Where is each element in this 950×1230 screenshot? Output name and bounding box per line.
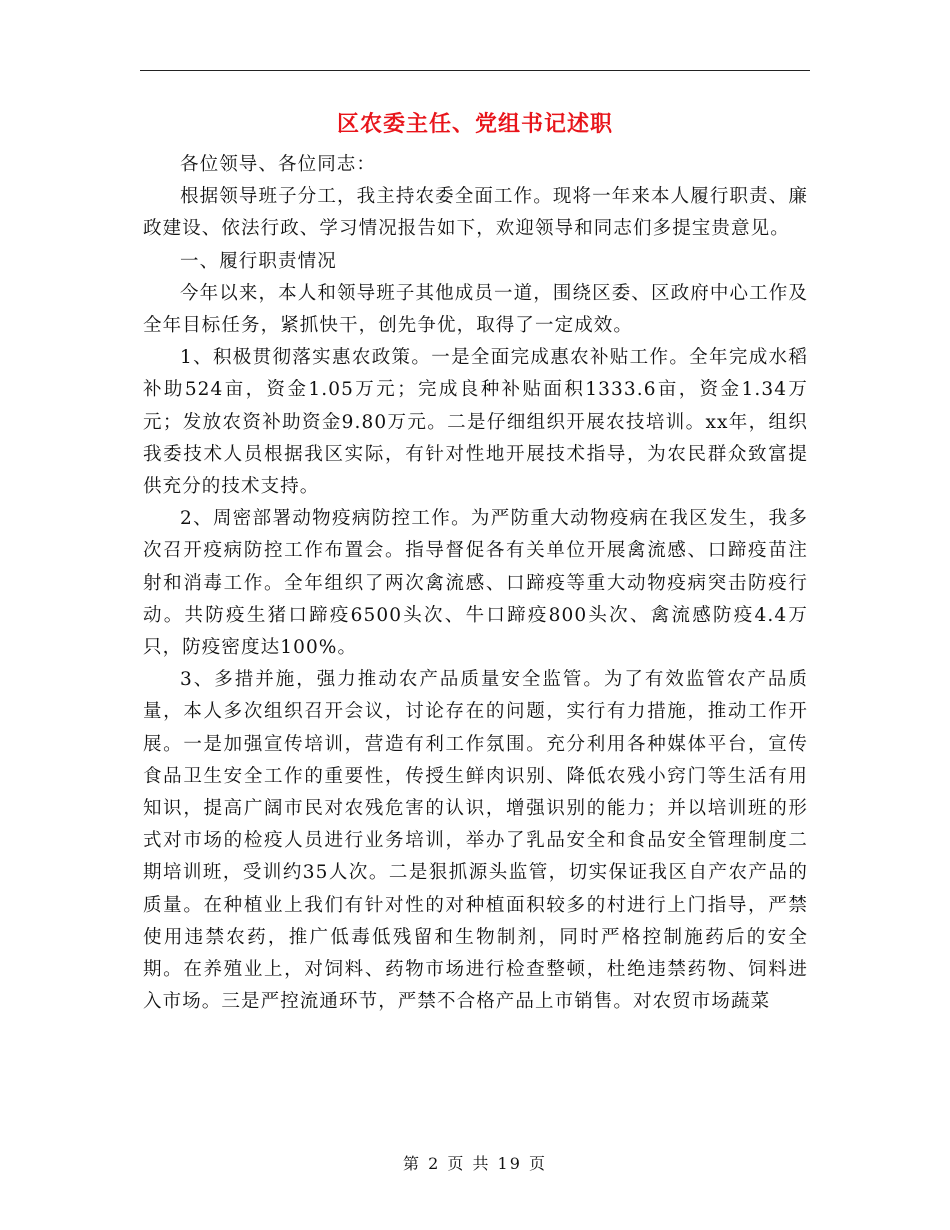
- paragraph-salutation: 各位领导、各位同志：: [180, 154, 377, 175]
- document-body: [143, 149, 808, 1018]
- document-title: 区农委主任、党组书记述职: [336, 111, 613, 137]
- section-heading: 一、履行职责情况: [180, 250, 337, 272]
- paragraph-overview: 今年以来，本人和领导班子其他成员一道，围绕区委、区政府中心工作及全年目标任务，紧抓快干，创先争优，取得了一定成效。: [143, 282, 808, 337]
- paragraph-item-2: 2、周密部署动物疫病防控工作。为严防重大动物疫病在我区发生，我多次召开疫病防控工作布置会。指导督促各有关单位开展禽流感、口蹄疫苗注射和消毒工作。全年组织了两次禽流感、口蹄疫等重大动物疫病突击防疫行动。共防疫生猪口蹄疫6500头次、牛口蹄疫800头次、禽流感防疫4.4万只，防疫密度达100%。: [143, 508, 808, 659]
- page-number: 第 2 页 共 19 页: [403, 1154, 547, 1173]
- header-rule: [140, 70, 810, 71]
- paragraph-intro: 根据领导班子分工，我主持农委全面工作。现将一年来本人履行职责、廉政建设、依法行政、学习情况报告如下，欢迎领导和同志们多提宝贵意见。: [143, 186, 808, 240]
- paragraph-item-1: 1、积极贯彻落实惠农政策。一是全面完成惠农补贴工作。全年完成水稻补助524亩，资金1.05万元；完成良种补贴面积1333.6亩，资金1.34万元；发放农资补助资金9.80万元。二是仔细组织开展农技培训。xx年，组织我委技术人员根据我区实际，有针对性地开展技术指导，为农民群众致富提供充分的技术支持。: [143, 347, 808, 498]
- paragraph-item-3: 3、多措并施，强力推动农产品质量安全监管。为了有效监管农产品质量，本人多次组织召开会议，讨论存在的问题，实行有力措施，推动工作开展。一是加强宣传培训，营造有利工作氛围。充分利用各种媒体平台，宣传食品卫生安全工作的重要性，传授生鲜肉识别、降低农残小窍门等生活有用知识，提高广阔市民对农残危害的认识，增强识别的能力；并以培训班的形式对市场的检疫人员进行业务培训，举办了乳品安全和食品安全管理制度二期培训班，受训约35人次。二是狠抓源头监管，切实保证我区自产农产品的质量。在种植业上我们有针对性的对种植面积较多的村进行上门指导，严禁使用违禁农药，推广低毒低残留和生物制剂，同时严格控制施药后的安全期。在养殖业上，对饲料、药物市场进行检查整顿，杜绝违禁药物、饲料进入市场。三是严控流通环节，严禁不合格产品上市销售。对农贸市场蔬菜: [143, 669, 808, 1013]
